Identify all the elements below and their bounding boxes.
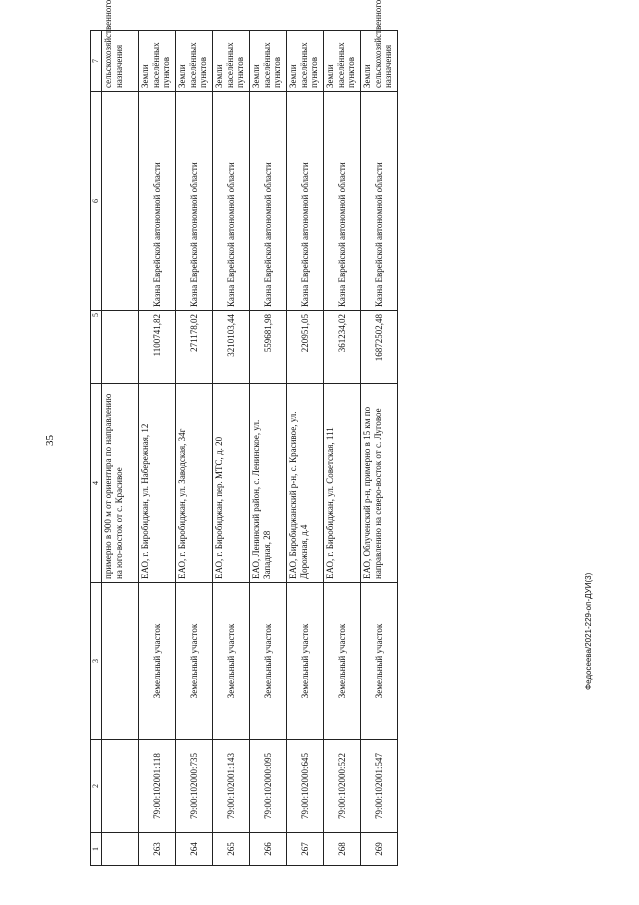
cell-object-type: Земельный участок [250,583,287,740]
cell-land-category: Земли населённых пунктов [213,31,250,92]
cell-object-type: Земельный участок [176,583,213,740]
cell-object-type: Земельный участок [139,583,176,740]
cell-row-number: 266 [250,833,287,866]
cell-address: ЕАО, г. Биробиджан, ул. Советская, 111 [324,384,361,583]
cell-cadastral-number: 79:00:102000:735 [176,740,213,833]
cell-owner: Казна Еврейской автономной области [139,92,176,311]
header-col-2: 2 [91,740,102,833]
cell-cadastral-number: 79:00:102001:547 [361,740,398,833]
rotated-table-container [90,0,402,866]
cell-cadastral-value: 220951,05 [287,311,324,384]
cell-object-type: Земельный участок [287,583,324,740]
cell-address: ЕАО, Ленинский район, с. Ленинское, ул. Западная, 28 [250,384,287,583]
cell-cadastral-number: 79:00:102000:645 [287,740,324,833]
cell-address: ЕАО, Облученский р-н, примерно в 15 км по направлению на северо-восток от с. Луговое [361,384,398,583]
cell-owner: Казна Еврейской автономной области [361,92,398,311]
cell-object-type: Земельный участок [324,583,361,740]
cell-address: ЕАО, г. Биробиджан, ул. Заводская, 34г [176,384,213,583]
cell-cadastral-value: 16872502,48 [361,311,398,384]
cell-address: примерно в 900 м от ориентира по направлению на юго-восток от с. Красивое [102,384,139,583]
table-row [287,31,324,866]
cell-row-number: 265 [213,833,250,866]
cell-row-number: 264 [176,833,213,866]
cell-cadastral-value: 1100741,82 [139,311,176,384]
cell-land-category: Земли населённых пунктов [250,31,287,92]
page-number: 35 [44,435,56,446]
cell-owner: Казна Еврейской автономной области [324,92,361,311]
cell-object-type: Земельный участок [361,583,398,740]
cell-cadastral-number: 79:00:102000:095 [250,740,287,833]
cell-cadastral-value: 271178,02 [176,311,213,384]
cell-owner: Казна Еврейской автономной области [250,92,287,311]
cell-land-category: Земли населённых пунктов [139,31,176,92]
cell-cadastral-number: 79:00:102001:118 [139,740,176,833]
cell-purpose: сельскохозяйственного назначения [102,31,139,92]
cell-land-category: Земли населённых пунктов [324,31,361,92]
cell-cadastral-value: 361234,02 [324,311,361,384]
cell-owner: Казна Еврейской автономной области [287,92,324,311]
cell-cadastral-value: 3210103,44 [213,311,250,384]
header-col-4: 4 [91,384,102,583]
header-col-1: 1 [91,833,102,866]
cell-row-number: 269 [361,833,398,866]
header-col-6: 6 [91,92,102,311]
cell-land-category: Земли населённых пунктов [176,31,213,92]
cell-row-number: 267 [287,833,324,866]
table-row [361,31,398,866]
cell-land-category: Земли населённых пунктов [287,31,324,92]
cell-land-category: Земли сельскохозяйственного назначения [361,31,398,92]
table-header-row [91,31,102,866]
cell-cadastral-value: 559681,98 [250,311,287,384]
cell-address: ЕАО, г. Биробиджан, пер. МТС, д. 20 [213,384,250,583]
table-row [250,31,287,866]
cell-owner: Казна Еврейской автономной области [176,92,213,311]
table-row [176,31,213,866]
table-row [213,31,250,866]
cell-cadastral-number: 79:00:102001:143 [213,740,250,833]
table-row [324,31,361,866]
table-body [139,0,398,866]
document-reference: Федосеева/2021-229-оп-ДУИ(3) [584,572,593,690]
cell-address: ЕАО, Биробиджанский р-н, с. Красивое, ул. Дорожная, д.4 [287,384,324,583]
header-col-7: 7 [91,31,102,92]
cell-row-number: 268 [324,833,361,866]
header-col-5: 5 [91,311,102,384]
cell-cadastral-number: 79:00:102000:522 [324,740,361,833]
table-row-continued [102,31,139,866]
header-col-3: 3 [91,583,102,740]
cell-owner: Казна Еврейской автономной области [213,92,250,311]
property-table [90,0,398,866]
table-row [139,31,176,866]
cell-address: ЕАО, г. Биробиджан, ул. Набережная, 12 [139,384,176,583]
cell-object-type: Земельный участок [213,583,250,740]
cell-row-number: 263 [139,833,176,866]
